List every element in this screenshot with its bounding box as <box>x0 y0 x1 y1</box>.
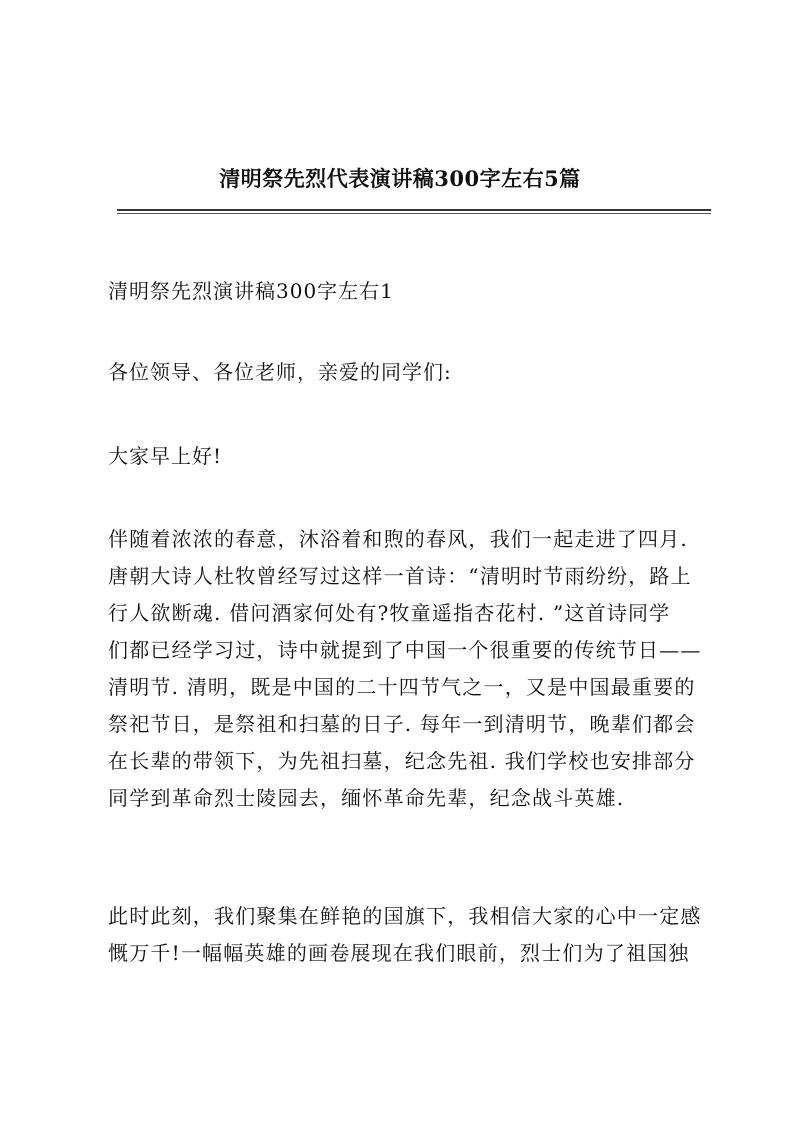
paragraph-1 <box>108 521 716 817</box>
paragraph-line: 们都已经学习过，诗中就提到了中国一个很重要的传统节日—— <box>108 638 702 662</box>
title-underline <box>117 209 711 211</box>
paragraph-line: 在长辈的带领下，为先祖扫墓，纪念先祖. 我们学校也安排部分 <box>108 749 696 773</box>
paragraph-line: 行人欲断魂. 借问酒家何处有?牧童遥指杏花村. ”这首诗同学 <box>108 601 671 625</box>
paragraph-line: 伴随着浓浓的春意，沐浴着和煦的春风，我们一起走进了四月. <box>108 527 688 551</box>
paragraph-2 <box>108 898 716 972</box>
paragraph-line: 清明节. 清明，既是中国的二十四节气之一，又是中国最重要的 <box>108 675 696 699</box>
title-underline-thin <box>117 213 711 214</box>
paragraph-line: 慨万千!一幅幅英雄的画卷展现在我们眼前，烈士们为了祖国独 <box>108 941 690 965</box>
document-title: 清明祭先烈代表演讲稿300字左右5篇 <box>219 166 581 191</box>
section-heading: 清明祭先烈演讲稿300字左右1 <box>108 279 394 303</box>
paragraph-line: 同学到革命烈士陵园去，缅怀革命先辈，纪念战斗英雄. <box>108 786 625 810</box>
salutation: 各位领导、各位老师，亲爱的同学们: <box>108 360 452 384</box>
paragraph-line: 此时此刻，我们聚集在鲜艳的国旗下，我相信大家的心中一定感 <box>108 904 702 928</box>
paragraph-line: 唐朝大诗人杜牧曾经写过这样一首诗：“清明时节雨纷纷，路上 <box>108 564 692 588</box>
paragraph-line: 祭祀节日，是祭祖和扫墓的日子. 每年一到清明节，晚辈们都会 <box>108 712 696 736</box>
greeting: 大家早上好! <box>108 444 223 468</box>
